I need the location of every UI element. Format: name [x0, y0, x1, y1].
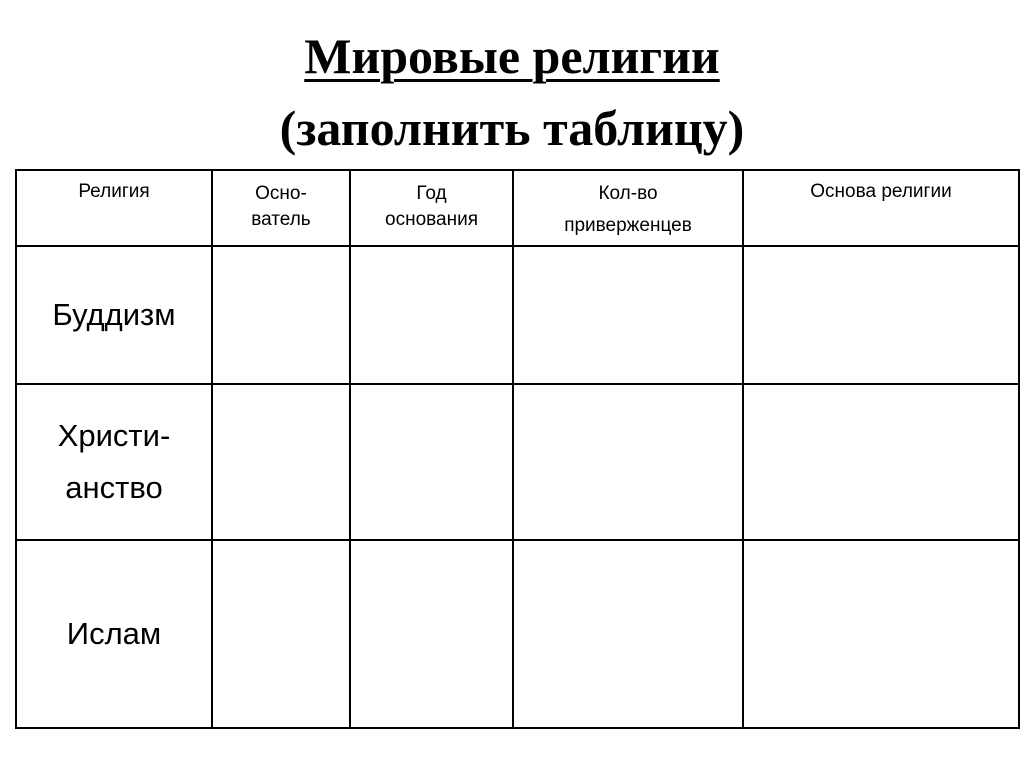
row-label-buddhism: Буддизм: [16, 246, 212, 384]
table-row-islam: [16, 540, 1019, 728]
header-religion: Религия: [16, 170, 212, 246]
cell-buddhism-founder[interactable]: [212, 246, 350, 384]
page-subtitle: (заполнить таблицу): [279, 100, 745, 156]
header-religion-basis: Основа религии: [743, 170, 1019, 246]
cell-islam-founder[interactable]: [212, 540, 350, 728]
header-founder: Осно- ватель: [212, 170, 350, 246]
header-founding-year: Год основания: [350, 170, 513, 246]
row-label-islam: Ислам: [16, 540, 212, 728]
row-label-christianity: Христи- анство: [16, 384, 212, 540]
cell-christianity-founder[interactable]: [212, 384, 350, 540]
cell-buddhism-followers[interactable]: [513, 246, 743, 384]
cell-christianity-basis[interactable]: [743, 384, 1019, 540]
religions-table: [15, 169, 1020, 729]
table-row-buddhism: [16, 246, 1019, 384]
cell-islam-followers[interactable]: [513, 540, 743, 728]
cell-buddhism-founding-year[interactable]: [350, 246, 513, 384]
cell-islam-founding-year[interactable]: [350, 540, 513, 728]
header-row: [16, 170, 1019, 246]
cell-buddhism-basis[interactable]: [743, 246, 1019, 384]
header-followers-count: Кол-во приверженцев: [513, 170, 743, 246]
page-title: Мировые религии: [304, 28, 720, 84]
cell-christianity-followers[interactable]: [513, 384, 743, 540]
cell-christianity-founding-year[interactable]: [350, 384, 513, 540]
cell-islam-basis[interactable]: [743, 540, 1019, 728]
table-row-christianity: [16, 384, 1019, 540]
